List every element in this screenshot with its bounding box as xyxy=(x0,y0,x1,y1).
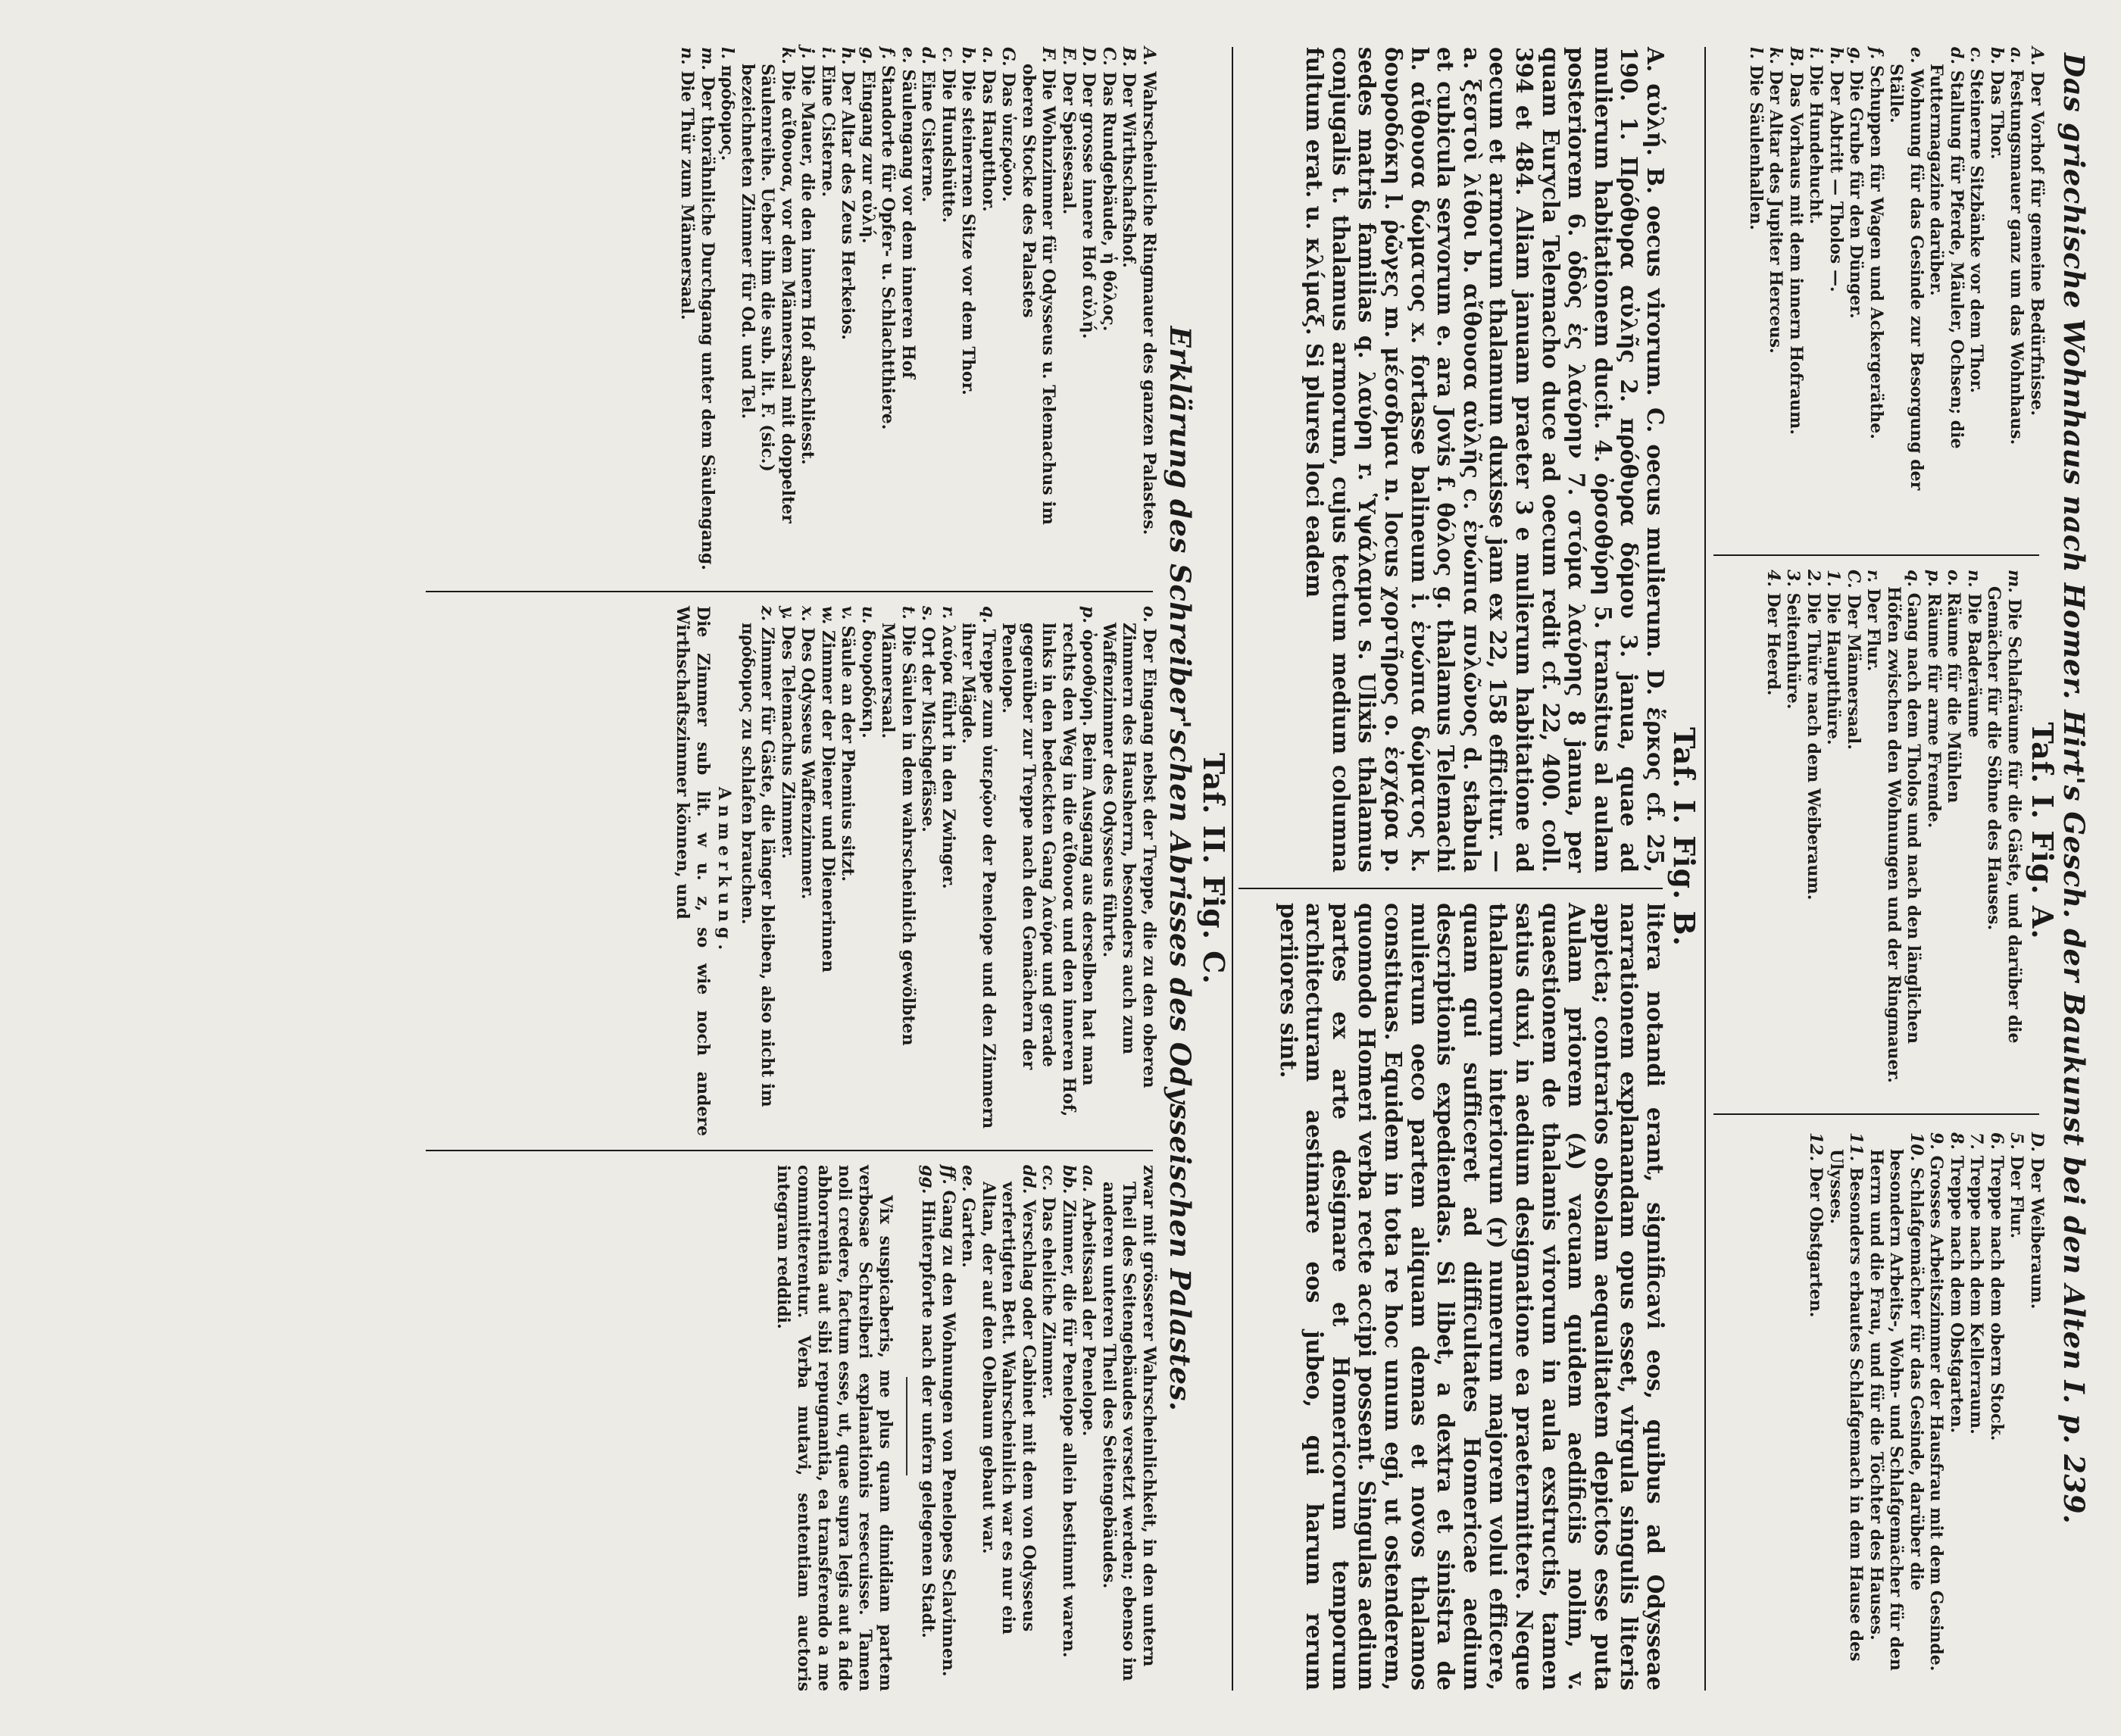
legend-item xyxy=(1059,47,1079,577)
legend-item xyxy=(1079,1165,1099,1691)
legend-item xyxy=(1806,1132,1826,1689)
legend-key: ee. xyxy=(958,1165,979,1192)
legend-text: Das Vorhaus mit dem innern Hofraum. xyxy=(1786,67,1806,435)
legend-text: Der Heerd. xyxy=(1763,586,1783,696)
legend-item xyxy=(798,47,818,577)
column-divider xyxy=(1239,888,1663,889)
legend-key: x. xyxy=(798,606,818,622)
legend-text: Treppe nach dem Kellerraum. xyxy=(1966,1149,1987,1435)
legend-text: Säule an der Phemius sitzt. xyxy=(838,620,858,882)
legend-key: b. xyxy=(1987,47,2007,65)
legend-text: Arbeitssaal der Penelope. xyxy=(1079,1192,1099,1437)
legend-text: Des Odysseus Waffenzimmer. xyxy=(798,621,818,900)
legend-key: 11. xyxy=(1846,1132,1866,1162)
legend-text: Stallung für Pferde, Mäuler, Ochsen; die Futtermagazine darüber. xyxy=(1926,64,1966,449)
fig-b-text-right: litera notandi erant, significavi eos, quibus ad Odysseae narrationem explanandam opus esset, virgula singulis literis appicta; contrarios obsolam aequalitatem depictos esse puta Aulam priorem (A) vacuam quidem aedificiis nolim, v. quaestionem de thalamis virorum in aula exstructis, tamen satius duxi, in aedium designatione ea praetermittere. Neque thalamorum interiorum (r) numerum majorem volui efficere, quam qui sufficeret ad difficultates Homericae aedium descriptionis expediendas. Si libet, a dextra et sinistra de mulierum oeco partem aliquam demas et novos thalamos constituas. Equidem in tota re hoc unum egi, ut ostenderem, quomodo Homeri verba recte accipi possent. Singulas aedium partes ex arte designare et Homericorum temporum architecturam aestimare eos jubeo, qui harum rerum periiores sint. xyxy=(1275,903,1669,1691)
legend-text: Steinerne Sitzbänke vor dem Thor. xyxy=(1966,63,1987,394)
column-divider xyxy=(426,1150,1153,1151)
legend-key: e. xyxy=(1907,47,1926,64)
legend-item xyxy=(1987,1132,2007,1689)
legend-text: Eine Cisterne. xyxy=(918,64,939,203)
legend-key: j. xyxy=(798,47,818,59)
legend-key: c. xyxy=(1966,47,1987,64)
legend-item xyxy=(1966,47,1987,539)
legend-text: Die Säulenhallen. xyxy=(1746,59,1766,230)
fig-c-legend-list-2 xyxy=(738,606,1160,1136)
legend-item xyxy=(1964,570,1985,1092)
legend-text: Treppe nach dem obern Stock. xyxy=(1987,1149,2007,1441)
legend-text: δουροδόκη. xyxy=(858,623,878,738)
legend-text: Die αἴθουσα, vor dem Männersaal mit doppelter Säulenreihe. Ueber ihm die sub. lit. F. (sic.) bezeichneten Zimmer für Od. und Tel. xyxy=(738,64,798,523)
legend-key: aa. xyxy=(1079,1165,1099,1193)
legend-item xyxy=(1884,570,1924,1092)
legend-text: Zimmer, die für Penelope allein bestimmt waren. xyxy=(1059,1194,1079,1658)
legend-key: n. xyxy=(1964,570,1984,588)
fig-b-col2 xyxy=(1275,903,1668,1691)
legend-key: 8. xyxy=(1947,1132,1966,1150)
legend-item xyxy=(698,47,718,577)
legend-item xyxy=(1119,47,1139,577)
legend-key: ff. xyxy=(939,1165,958,1185)
legend-text: Treppe zum ὑπερῷον der Penelope und den Zimmern ihrer Mägde. xyxy=(958,623,998,1129)
fig-b-heading: Taf. I. Fig. B. xyxy=(1667,727,1701,947)
legend-key: h. xyxy=(838,47,858,65)
column-divider xyxy=(1713,1113,2039,1115)
legend-item xyxy=(818,47,839,577)
legend-item xyxy=(1783,570,1804,1092)
legend-item xyxy=(1866,1132,1927,1689)
legend-item xyxy=(1039,1165,1059,1691)
legend-item xyxy=(958,1165,979,1691)
legend-item xyxy=(2027,1132,2048,1689)
legend-item xyxy=(2007,1132,2027,1689)
legend-text: Die Thüre nach dem Weiberaum. xyxy=(1804,586,1823,901)
legend-item xyxy=(1823,570,1844,1092)
legend-item xyxy=(1099,47,1120,577)
legend-key: c. xyxy=(939,47,958,64)
legend-key: d. xyxy=(1947,47,1966,65)
legend-item xyxy=(1947,1132,1967,1689)
legend-text: Der Männersaal. xyxy=(1844,588,1863,750)
legend-item xyxy=(958,47,979,577)
legend-key: bb. xyxy=(1059,1165,1079,1194)
legend-item xyxy=(838,606,858,1136)
legend-text: Die Wohnzimmer für Odysseus u. Telemachus im oberen Stocke des Palastes xyxy=(1019,63,1059,526)
legend-item xyxy=(1846,47,1866,539)
section-divider xyxy=(1704,47,1706,1691)
legend-item xyxy=(1866,47,1887,539)
legend-text: Räume für arme Fremde. xyxy=(1924,587,1944,829)
legend-item xyxy=(2027,47,2048,539)
legend-text: Der grosse innere Hof αὐλή. xyxy=(1079,66,1099,339)
fig-a-col3 xyxy=(1806,1132,2047,1689)
legend-key: E. xyxy=(1059,47,1079,66)
legend-item xyxy=(1786,47,1807,539)
legend-text: ὀρσοθύρη. Beim Ausgang aus derselben hat man rechts den Weg in die αἴθουσα und den inneren Hof, links in den bedeckten Gang λαύρα und gerade gegenüber zur Treppe nach den Gemächern der Penelope. xyxy=(998,623,1099,1117)
legend-key: v. xyxy=(838,606,858,620)
legend-text: Festungsmauer ganz um das Wohnhaus. xyxy=(2007,63,2027,445)
legend-key: dd. xyxy=(1019,1165,1039,1194)
legend-item xyxy=(878,606,918,1136)
legend-key: B. xyxy=(1119,47,1139,67)
legend-key: f. xyxy=(1866,47,1886,60)
legend-item xyxy=(998,47,1019,577)
legend-item xyxy=(717,47,738,577)
legend-key: u. xyxy=(858,606,878,624)
legend-item xyxy=(939,1165,959,1691)
legend-key: k. xyxy=(1766,47,1786,64)
fig-c-subheading: Erklärung des Schreiber'schen Abrisses des Odysseischen Palastes. xyxy=(1164,326,1197,1412)
legend-text: Der Altar des Jupiter Herceus. xyxy=(1766,64,1786,354)
legend-text: Der Abtritt — Tholos —. xyxy=(1826,64,1846,292)
fig-c-col1 xyxy=(677,47,1159,577)
legend-key: k. xyxy=(778,47,798,64)
legend-item xyxy=(1966,1132,1987,1689)
legend-text: Säulengang vor dem inneren Hof xyxy=(898,63,918,379)
legend-text: Zimmer für Gäste, die länger bleiben, also nicht im πρόδομος zu schlafen brauchen. xyxy=(738,621,778,1107)
legend-key: 5. xyxy=(2007,1132,2027,1150)
legend-key: D. xyxy=(1079,47,1099,67)
legend-text: Der Altar des Zeus Herkeios. xyxy=(838,64,858,340)
legend-text: Wahrscheinliche Ringmauer des ganzen Palastes. xyxy=(1139,65,1159,535)
legend-key: l. xyxy=(717,47,738,60)
legend-item xyxy=(1099,606,1160,1136)
legend-text: Der Obstgarten. xyxy=(1806,1161,1826,1318)
legend-key: 9. xyxy=(1926,1132,1947,1150)
legend-item xyxy=(1826,47,1847,539)
legend-item xyxy=(677,47,698,577)
fig-c-legend-list-1 xyxy=(677,47,1159,577)
page-title: Das griechische Wohnhaus nach Homer. Hirt's Gesch. der Baukunst bei den Alten I. p. 239. xyxy=(2057,53,2091,1525)
legend-key: 1. xyxy=(1823,570,1844,587)
legend-text: λαύρα führt in den Zwinger. xyxy=(939,619,958,889)
legend-key: A. xyxy=(1139,47,1159,66)
legend-text: Standorte für Opfer- u. Schlachtthiere. xyxy=(878,59,898,430)
legend-text: Die Hundehucht. xyxy=(1806,59,1826,225)
legend-key: gg. xyxy=(918,1165,939,1194)
legend-text: Das ὑπερῷον. xyxy=(998,66,1019,202)
legend-key: a. xyxy=(2007,47,2027,64)
legend-text: Verschlag oder Cabinet mit dem von Odysseus verfertigten Bett. Wahrscheinlich war es nur ein Altan, der auf den Oelbaum gebaut war. xyxy=(979,1182,1039,1635)
short-divider xyxy=(906,1377,907,1475)
fig-a-legend-list-3 xyxy=(1806,1132,2047,1689)
legend-text: πρόδομος. xyxy=(717,59,738,161)
legend-key: 4. xyxy=(1763,570,1783,587)
legend-key: 2. xyxy=(1804,570,1823,587)
legend-key: G. xyxy=(998,47,1019,67)
legend-key: m. xyxy=(698,47,717,70)
legend-item xyxy=(878,47,898,577)
fig-c-note: Vix suspicaberis, me plus quam dimidiam partem verbosae Schreiberi explanationis resecuisse. Tamen noli credere, factum esse, ut, quae supra legis aut a fide abhorrentia aut sibi repugnantia, ea transferendo a me committerentur. Verba mutavi, sententiam auctoris integram reddidi. xyxy=(773,1165,895,1691)
legend-item xyxy=(1766,47,1786,539)
legend-item xyxy=(979,1165,1039,1691)
legend-text: Die Säulen in dem wahrscheinlich gewölbten Männersaal. xyxy=(878,619,918,1046)
legend-text: Die Hundshütte. xyxy=(939,63,958,223)
legend-key: l. xyxy=(1746,47,1766,60)
legend-text: Die steinernen Sitze vor dem Thor. xyxy=(958,64,979,395)
fig-a-legend-list-2 xyxy=(1763,570,2025,1092)
fig-c-col3 xyxy=(773,1165,1159,1691)
legend-key: 6. xyxy=(1987,1132,2007,1150)
fig-c-heading: Taf. II. Fig. C. xyxy=(1197,753,1231,985)
legend-text: Seitenthüre. xyxy=(1783,586,1804,710)
legend-item xyxy=(1984,570,2024,1092)
legend-item xyxy=(1806,47,1826,539)
legend-key: C. xyxy=(1099,47,1119,66)
legend-item xyxy=(939,606,959,1136)
column-divider xyxy=(1713,554,2039,556)
legend-key: A. xyxy=(2027,47,2047,66)
legend-item xyxy=(898,47,919,577)
anmerkung-heading: Anmerkung. xyxy=(714,786,735,956)
legend-key: b. xyxy=(958,47,979,65)
legend-key: f. xyxy=(878,47,898,60)
legend-text: Das Rundgebäude, ἡ θόλος. xyxy=(1099,65,1119,332)
legend-key: z. xyxy=(758,606,778,622)
legend-key: p. xyxy=(1924,570,1944,588)
legend-text: Das Thor. xyxy=(1987,64,2007,160)
legend-item xyxy=(1987,47,2007,539)
legend-item xyxy=(1019,47,1059,577)
fig-a-col1 xyxy=(1746,47,2048,539)
legend-text: Das eheliche Zimmer. xyxy=(1039,1191,1059,1400)
legend-text: Der Speisesaal. xyxy=(1059,65,1079,215)
legend-key: m. xyxy=(2004,570,2024,593)
legend-key: h. xyxy=(1826,47,1846,65)
legend-key: q. xyxy=(1904,570,1924,588)
legend-text: Besonders erbautes Schlafgemach in dem Hause des Ulysses. xyxy=(1826,1149,1866,1662)
legend-text: Räume für die Mühlen xyxy=(1944,585,1964,804)
legend-item xyxy=(858,606,879,1136)
legend-text: Der thorähnliche Durchgang unter dem Säulengang. xyxy=(698,70,717,570)
column-divider xyxy=(426,591,1153,592)
fig-a-legend-list-1 xyxy=(1746,47,2048,539)
legend-text: Das Hauptthor. xyxy=(979,63,998,212)
legend-key: i. xyxy=(818,47,838,60)
legend-text: Treppe nach dem Obstgarten. xyxy=(1947,1149,1966,1434)
legend-text: Der Vorhof für gemeine Bedürfnisse. xyxy=(2027,65,2047,417)
legend-item xyxy=(1926,1132,1947,1689)
legend-text: Eine Cisterne. xyxy=(818,59,838,198)
legend-key: o. xyxy=(1139,606,1159,623)
legend-key: 3. xyxy=(1783,570,1804,587)
legend-text: Der Flur. xyxy=(2007,1149,2027,1239)
legend-key: e. xyxy=(898,47,918,64)
legend-text: Wohnung für das Gesinde zur Besorgung der Ställe. xyxy=(1886,63,1926,491)
legend-text: Gang zu den Wohnungen von Penelopes Sclavinnen. xyxy=(939,1184,958,1677)
legend-item xyxy=(918,606,939,1136)
legend-text: Der Weiberaum. xyxy=(2027,1151,2047,1310)
legend-item xyxy=(798,606,818,1136)
fig-b-text-left: A. αὐλή. B. oecus virorum. C. oecus mulierum. D. ἕρκος cf. 25, 190. 1. Πρόθυρα αὐλῆς 2. πρόθυρα δόμου 3. janua, quae ad mulierum habitationem ducit. 4. ὀρσοθύρη 5. transitus al aulam posteriorem 6. ὁδὸς ἐς λαύρην 7. στόμα λαύρης 8 janua, per quam Eurycla Telemacho duce ad oecum redit cf. 22, 400. coll. 394 et 484. Aliam januam praeter 3 e mulierum habitatione ad oecum et armorum thalamum duxisse jam ex 22, 158 efficitur. — a. ξεστοὶ λίθοι b. αἴθουσα αὐλῆς c. ἐνώπια πυλῶνος d. stabula et cubicula servorum e. ara Jovis f. θόλος g. thalamus Telemachi h. αἴθουσα δώματος x. fortasse balineum i. ἐνώπια δώματος k. δουροδόκη l. ῥῶγες m. μέσσδμαι n. locus χορτῆρος o. ἐσχάρα p. sedes matris familias q. λαύρη r. Ὑψάλαμοι s. Ulixis thalamus conjugalis t. thalamus armorum, cujus tectum medium columna fultum erat. u. κλίμαξ. Si plures loci eadem xyxy=(1301,47,1669,873)
legend-item xyxy=(738,606,778,1136)
legend-item xyxy=(1844,570,1864,1092)
legend-key: g. xyxy=(1846,47,1866,65)
legend-item xyxy=(1746,47,1766,539)
legend-key: o. xyxy=(1944,570,1964,586)
legend-item xyxy=(1924,570,1945,1092)
legend-item xyxy=(1099,1165,1160,1691)
legend-item xyxy=(1944,570,1964,1092)
section-divider xyxy=(1232,47,1233,1691)
fig-a-col2 xyxy=(1763,570,2060,1092)
legend-text: Die Thür zum Männersaal. xyxy=(677,64,698,320)
legend-item xyxy=(1926,47,1966,539)
legend-text: Der Wirthschaftshof. xyxy=(1119,67,1139,268)
legend-key: 12. xyxy=(1806,1132,1826,1162)
legend-item xyxy=(1826,1132,1866,1689)
legend-item xyxy=(778,606,798,1136)
legend-text: Die Schlafräume für die Gäste, und darüber die Gemächer für die Söhne des Hauses. xyxy=(1984,586,2024,1044)
legend-key: B. xyxy=(1786,47,1806,67)
legend-text: Der Eingang nebst der Treppe, die zu den oberen Zimmern des Hausherrn, besonders auch zum Waffenzimmer des Odysseus führte. xyxy=(1099,622,1159,1088)
legend-item xyxy=(979,47,999,577)
legend-key: s. xyxy=(918,606,939,622)
legend-text: Die Hauptthüre. xyxy=(1823,586,1844,745)
legend-text: zwar mit grösserer Wahrscheinlichkeit, in den untern Theil des Seitengebäudes versetzt werden; ebenso im anderen unteren Theil des Seitengebäudes. xyxy=(1099,1165,1159,1681)
legend-text: Ort der Mischgefässe. xyxy=(918,621,939,832)
legend-key: g. xyxy=(858,47,878,65)
legend-item xyxy=(738,47,798,577)
legend-text: Hinterpforte nach der unfern gelegenen Stadt. xyxy=(918,1194,939,1638)
legend-text: Schuppen für Wagen und Ackergeräthe. xyxy=(1866,59,1886,439)
legend-item xyxy=(1059,1165,1079,1691)
legend-text: Schlafgemächer für das Gesinde, darüber die besondern Arbeits-, Wohn- und Schlafgemächer für den Herrn und die Frau, und für die Töchter des Hauses. xyxy=(1866,1149,1926,1671)
legend-text: Die Mauer, die den innern Hof abschliesst. xyxy=(798,58,818,465)
legend-item xyxy=(1079,47,1099,577)
legend-item xyxy=(818,606,839,1136)
legend-key: F. xyxy=(1039,47,1059,64)
legend-text: Grosses Arbeitszimmer der Hausfrau mit dem Gesinde. xyxy=(1926,1149,1947,1672)
anmerkung-text: Die Zimmer sub lit. w u. z, so wie noch andere Wirthschaftszimmer können, und xyxy=(673,606,714,1136)
legend-item xyxy=(1863,570,1884,1092)
legend-key: p. xyxy=(1079,606,1099,624)
legend-item xyxy=(1763,570,1784,1092)
legend-key: 10. xyxy=(1907,1132,1926,1162)
legend-text: Des Telemachus Zimmer. xyxy=(778,619,798,860)
fig-a-heading: Taf. I. Fig. A. xyxy=(2026,722,2060,940)
legend-key: 7. xyxy=(1966,1132,1987,1150)
legend-item xyxy=(1139,47,1160,577)
legend-key: d. xyxy=(918,47,939,65)
legend-key: r. xyxy=(1863,570,1884,583)
legend-text: Der Flur. xyxy=(1863,582,1884,672)
legend-text: Zimmer der Diener und Dienerinnen xyxy=(818,624,838,973)
legend-item xyxy=(1886,47,1926,539)
legend-key: y. xyxy=(778,606,798,620)
legend-key: q. xyxy=(979,606,998,624)
fig-c-legend-list-3 xyxy=(918,1165,1159,1691)
legend-key: r. xyxy=(939,606,958,620)
legend-item xyxy=(918,1165,939,1691)
legend-key: i. xyxy=(1806,47,1826,60)
legend-item xyxy=(939,47,959,577)
legend-key: cc. xyxy=(1039,1165,1059,1191)
legend-key: w. xyxy=(818,606,838,625)
legend-key: n. xyxy=(677,47,698,65)
legend-key: t. xyxy=(898,606,918,620)
legend-key: C. xyxy=(1844,570,1863,589)
legend-key: a. xyxy=(979,47,998,64)
fig-c-col2 xyxy=(673,606,1160,1136)
legend-text: Eingang zur αὐλή. xyxy=(858,64,878,244)
legend-item xyxy=(918,47,939,577)
legend-item xyxy=(838,47,858,577)
fig-b-col1 xyxy=(1301,47,1668,873)
legend-item xyxy=(858,47,879,577)
legend-text: Gang nach dem Tholos und nach den länglichen Höfen zwischen den Wohnungen und der Ringmauer. xyxy=(1884,586,1924,1083)
legend-item xyxy=(1804,570,1824,1092)
legend-item xyxy=(958,606,998,1136)
legend-text: Garten. xyxy=(958,1191,979,1268)
legend-key: D. xyxy=(2027,1132,2047,1152)
legend-text: Die Grube für den Dünger. xyxy=(1846,64,1866,319)
legend-item xyxy=(2007,47,2027,539)
legend-item xyxy=(998,606,1099,1136)
legend-text: Die Baderäume xyxy=(1964,587,1984,738)
